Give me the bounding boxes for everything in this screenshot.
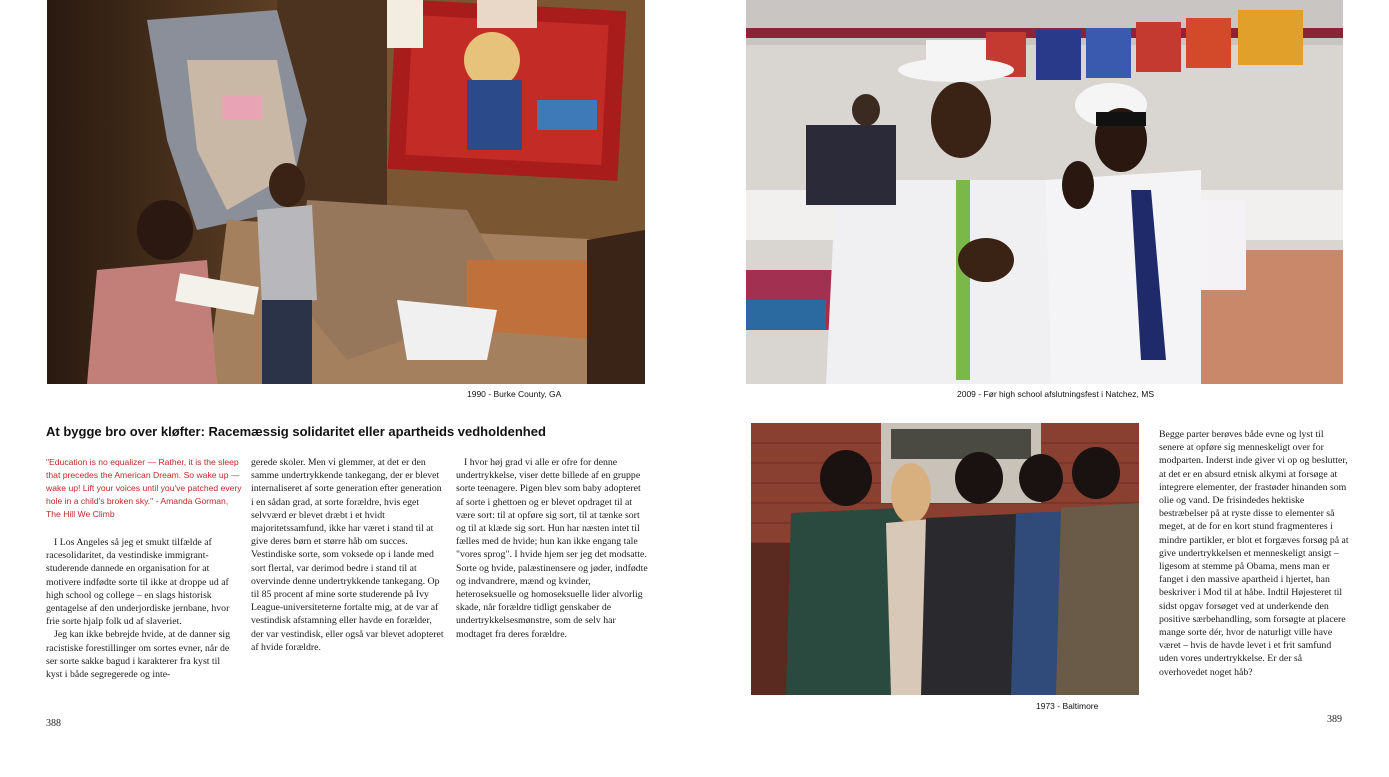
paragraph-5: Begge parter berøves både evne og lyst til senere at opføre sig menneskeligt over for modparten. Inderst inde giver vi op og beslutter, at det er en absurd etnisk alkymi at forsøge at integrere elementer, der frastøder hinanden som olie og vand. De frisindedes hektiske bestræbelser på at ryste disse to elementer så meget, at de for en kort stund fragmenteres i mindre partikler, er blot et forgæves forsøg på at give undertrykkelsen et menneskeligt ansigt – ligesom at stemme på Obama, mens man er fanget i den massive apartheid i hjertet, han beskriver i Mod til at håbe. Indtil Højesteret til sidst opgav forsøget ved at underkende den positive særbehandling, som forsøgte at placere mange sorte dér, hvor de naturligt ville have været – hvis de havde levet i et frit samfund uden vores undertrykkelse. Er der så overhovedet noget håb? <box>1159 429 1349 678</box>
photo-burke-county <box>47 0 645 384</box>
paragraph-1: I Los Angeles så jeg et smukt tilfælde af racesolidaritet, da vestindiske immigrant-studerende dannede en organisation for at motivere indfødte sorte til ikke at droppe ud af high school og college – en slags historisk gentagelse af den underjordiske jernbane, hvor frie sorte hjalp folk ud af slaveriet. <box>46 537 230 628</box>
paragraph-2: Jeg kan ikke bebrejde hvide, at de danner sig racistiske forestillinger om sortes evner, når de ser sorte sakke bagud i karakterer fra kyst til kyst i både segregerede og inte- <box>46 629 231 681</box>
paragraph-3: gerede skoler. Men vi glemmer, at det er den samme undertrykkende tankegang, der er blevet internaliseret af sorte generation efter generation i en sådan grad, at sorte forældre, hvis eget selvværd er blevet dræbt i et hvidt majoritetssamfund, ikke har været i stand til at give deres børn et større håb om succes. Vestindiske sorte, som voksede op i lande med sort flertal, var derimod bedre i stand til at overvinde denne undertrykkende tankegang. Op til 85 procent af mine sorte studerende på Ivy League-universiteterne fortalte mig, at de var af vestindisk afstamning eller havde en forælder, der var vestindisk, eller også var blevet adopteret af hvide forældre. <box>251 457 444 653</box>
article-title: At bygge bro over kløfter: Racemæssig solidaritet eller apartheids vedholdenhed <box>46 424 546 439</box>
caption-burke-county: 1990 - Burke County, GA <box>467 389 562 399</box>
caption-natchez: 2009 - Før high school afslutningsfest i Natchez, MS <box>957 389 1155 399</box>
page-number-right: 389 <box>1327 714 1342 725</box>
text-column-3 <box>456 456 648 641</box>
photo-natchez <box>746 0 1343 384</box>
photo-natchez-image <box>746 0 1343 384</box>
text-column-2 <box>251 456 445 654</box>
photo-baltimore <box>751 423 1139 695</box>
text-column-1 <box>46 536 238 681</box>
page-number-left: 388 <box>46 718 61 729</box>
photo-burke-county-image <box>47 0 645 384</box>
text-column-right <box>1159 428 1349 679</box>
caption-baltimore: 1973 - Baltimore <box>1036 701 1099 711</box>
paragraph-4: I hvor høj grad vi alle er ofre for denne undertrykkelse, viser dette billede af en gruppe sorte teenagere. Pigen blev som baby adopteret af sorte i ghettoen og er blevet opdraget til at være sort: til at opføre sig sort, til at tænke sort og til at klæde sig sort. Hun har næsten intet til fælles med de hvide; hun kan ikke engang tale "vores sprog". I hvide hjem ser jeg det modsatte. Sorte og hvide, palæstinensere og jøder, indfødte og indvandrere, mænd og kvinder, heteroseksuelle og homoseksuelle lider alvorlig skade, når forældre tidligt genskaber de undertrykkelsesmønstre, som de selv har modtaget fra deres forældre. <box>456 457 648 640</box>
epigraph-quote: "Education is no equalizer — Rather, it is the sleep that precedes the American Dream. So wake up — wake up! Lift your voices until you've patched every hole in a child's broken sky." - Amanda Gorman, The Hill We Climb <box>46 457 242 519</box>
photo-baltimore-image <box>751 423 1139 695</box>
